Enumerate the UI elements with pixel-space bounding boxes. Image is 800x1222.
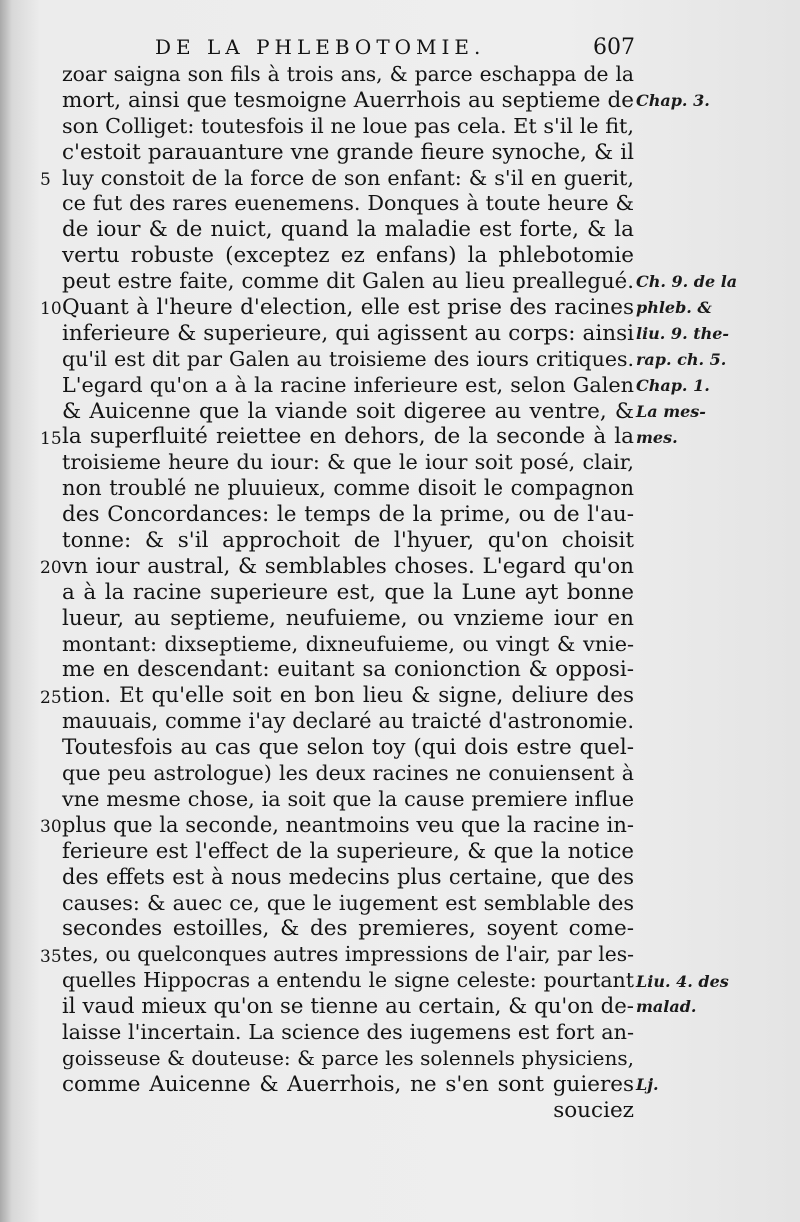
text-line: que peu astrologue) les deux racines ne conuiensent à [62,761,634,786]
text-line: vertu robuste (exceptez ez enfans) la phlebotomie [62,243,634,269]
text-line: de iour & de nuict, quand la maladie est forte, & la [62,217,634,243]
text-line: des effets est à nous medecins plus certaine, que des [62,864,634,889]
text-line: non troublé ne pluuieux, comme disoit le compagnon [62,476,634,501]
text-line: c'estoit parauanture vne grande fieure synoche, & il [62,139,634,165]
text-line: tonne: & s'il approchoit de l'hyuer, qu'on choisit [62,528,634,554]
text-line: luy constoit de la force de son enfant: & s'il en guerit, [62,165,634,190]
margin-note: liu. 9. the- [636,324,730,343]
text-line: Quant à l'heure d'election, elle est prise des racines [62,295,634,321]
text-line: laisse l'incertain. La science des iugemens est fort an- [62,1019,634,1044]
text-line: son Colliget: toutesfois il ne loue pas cela. Et s'il le fit, [62,113,634,138]
line-number: 20 [40,558,62,579]
text-line: troisieme heure du iour: & que le iour soit posé, clair, [62,450,634,475]
line-number: 35 [40,946,62,967]
text-line: mort, ainsi que tesmoigne Auerrhois au septieme de [62,87,634,113]
margin-note: Lj. [636,1075,659,1095]
text-line: Toutesfois au cas que selon toy (qui dois estre quel- [62,735,634,761]
text-line: plus que la seconde, neantmoins veu que la racine in- [62,812,634,837]
text-line: montant: dixseptieme, dixneufuieme, ou vingt & vnie- [62,631,634,656]
body-text [62,62,634,1124]
text-line: vn iour austral, & semblables choses. L'egard qu'on [62,553,634,579]
margin-note: Liu. 4. des [636,971,729,991]
text-line: ferieure est l'effect de la superieure, & que la notice [62,838,634,864]
text-line: quelles Hippocras a entendu le signe celeste: pourtant [62,968,634,993]
text-line: la superfluité reiettee en dehors, de la seconde à la [62,424,634,450]
text-line: comme Auicenne & Auerrhois, ne s'en sont guieres [62,1071,634,1097]
text-line: mauuais, comme i'ay declaré au traicté d'astronomie. [62,709,634,734]
text-line: inferieure & superieure, qui agissent au corps: ainsi [62,320,634,346]
margin-note: mes. [636,427,678,447]
text-line: goisseuse & douteuse: & parce les solennels physiciens, [62,1045,634,1070]
text-line: tes, ou quelconques autres impressions de l'air, par les- [62,942,634,967]
line-number: 25 [40,687,62,708]
running-title: DE LA PHLEBOTOMIE. [155,35,486,59]
margin-note: malad. [636,997,697,1017]
margin-note: rap. ch. 5. [636,349,727,369]
margin-note: phleb. & [636,298,712,318]
text-line: lueur, au septieme, neufuieme, ou vnzieme iour en [62,605,634,631]
text-line: a à la racine superieure est, que la Lune ayt bonne [62,579,634,605]
line-number: 10 [40,299,62,320]
text-line: qu'il est dit par Galen au troisieme des iours critiques. [62,346,634,371]
line-number: 5 [40,169,51,190]
text-line: vne mesme chose, ia soit que la cause premiere influe [62,786,634,811]
text-line: peut estre faite, comme dit Galen au lieu preallegué. [62,269,634,295]
line-number: 30 [40,817,62,838]
margin-note: Chap. 1. [636,375,710,395]
text-line: me en descendant: euitant sa conionction & opposi- [62,657,634,683]
line-number: 15 [40,428,62,449]
margin-note: Ch. 9. de la [636,272,738,292]
page-header [155,32,635,62]
margin-note: Chap. 3. [636,90,710,110]
text-line: tion. Et qu'elle soit en bon lieu & signe, deliure des [62,683,634,709]
text-line: causes: & auec ce, que le iugement est semblable des [62,890,634,915]
text-line: ce fut des rares euenemens. Donques à toute heure & [62,191,634,216]
text-line: souciez [553,1097,634,1123]
text-line: & Auicenne que la viande soit digeree au ventre, & [62,398,634,424]
text-line: secondes estoilles, & des premieres, soyent come- [62,916,634,942]
text-line: il vaud mieux qu'on se tienne au certain, & qu'on de- [62,994,634,1020]
page-number: 607 [593,34,635,60]
text-line: des Concordances: le temps de la prime, ou de l'au- [62,502,634,528]
margin-note: La mes- [636,401,706,421]
text-line: zoar saigna son fils à trois ans, & parce eschappa de la [62,62,634,86]
text-line: L'egard qu'on a à la racine inferieure est, selon Galen [62,372,634,397]
